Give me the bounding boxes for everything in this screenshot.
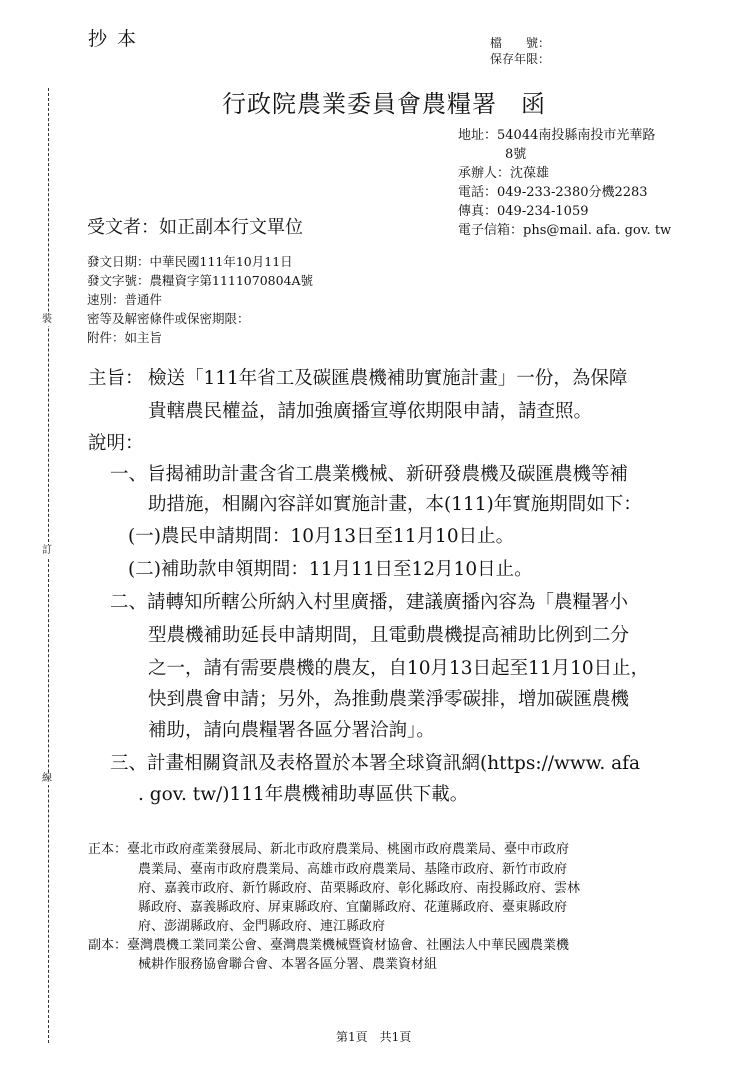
binding-mark-staple: 裝 [42,314,52,325]
binding-mark-bind: 訂 [42,545,52,556]
primary-recipients-line: 府、嘉義市政府、新竹縣政府、苗栗縣政府、彰化縣政府、南投縣政府、雲林 [138,881,581,896]
secrecy-level: 密等及解密條件或保密期限： [87,311,250,326]
primary-recipients-line: 府、澎湖縣政府、金門縣政府、連江縣政府 [138,919,386,934]
recipient: 受文者：如正副本行文單位 [87,217,303,238]
secondary-recipients-line: 械耕作服務協會聯合會、本署各區分署、農業資材組 [138,957,438,972]
primary-recipients-line: 農業局、臺南市政府農業局、高雄市政府農業局、基隆市政府、新竹市政府 [138,862,568,877]
secondary-recipients-line: 副本：臺灣農機工業同業公會、臺灣農業機械暨資材協會、社團法人中華民國農業機 [88,938,570,953]
item-1-sub-1: (一)農民申請期間：10月13日至11月10日止。 [128,526,515,547]
subject-line: 檢送「111年省工及碳匯農機補助實施計畫」一份，為保障 [148,368,628,389]
item-2-line: 快到農會申請；另外，為推動農業淨零碳排，增加碳匯農機 [148,689,630,710]
page-number: 第1頁 共1頁 [336,1030,412,1044]
item-3-line: . gov. tw/)111年農機補助專區供下載。 [138,784,469,805]
binding-dashed-line [48,88,49,1043]
handler: 承辦人：沈葆雄 [458,166,550,181]
address-line-cont: 8號 [505,147,527,162]
delivery-speed: 速別：普通件 [87,292,163,307]
item-1-sub-2: (二)補助款申領期間：11月11日至12月10日止。 [128,559,533,580]
item-2-line: 型農機補助延長申請期間，且電動農機提高補助比例到二分 [148,625,630,646]
retention-period-label: 保存年限： [490,52,551,66]
item-3-line: 三、計畫相關資訊及表格置於本署全球資訊網(https://www. afa [110,753,641,774]
document-title [222,84,546,119]
document-number: 發文字號：農糧資字第1111070804A號 [87,273,314,288]
document-type: 函 [521,90,546,118]
email: 電子信箱：phs@mail. afa. gov. tw [458,223,672,238]
explanation-label: 說明： [88,433,144,454]
binding-mark-line: 線 [42,773,52,784]
primary-recipients-line: 正本：臺北市政府產業發展局、新北市政府農業局、桃園市政府農業局、臺中市政府 [88,842,570,857]
item-2-line: 補助，請向農糧署各區分署洽詢」。 [148,720,435,741]
attachment: 附件：如主旨 [87,330,163,345]
item-1-line: 一、旨揭補助計畫含省工農業機械、新研發農機及碳匯農機等補 [110,464,629,485]
subject-line: 貴轄農民權益，請加強廣播宣導依期限申請，請查照。 [148,401,593,422]
subject-label: 主旨： [88,368,144,389]
file-number-label: 檔 號： [490,36,551,50]
agency-name: 行政院農業委員會農糧署 [222,90,497,118]
copy-mark: 抄本 [88,28,147,50]
fax: 傳真：049-234-1059 [458,204,589,219]
issue-date: 發文日期：中華民國111年10月11日 [87,254,293,269]
address-line: 地址：54044南投縣南投市光華路 [458,128,656,143]
item-1-line: 助措施，相關內容詳如實施計畫，本(111)年實施期間如下： [148,494,642,515]
phone: 電話：049-233-2380分機2283 [458,185,648,200]
item-2-line: 之一，請有需要農機的農友，自10月13日起至11月10日止， [148,658,650,679]
primary-recipients-line: 縣政府、嘉義縣政府、屏東縣政府、宜蘭縣政府、花蓮縣政府、臺東縣政府 [138,900,568,915]
item-2-line: 二、請轉知所轄公所納入村里廣播，建議廣播內容為「農糧署小 [110,592,629,613]
